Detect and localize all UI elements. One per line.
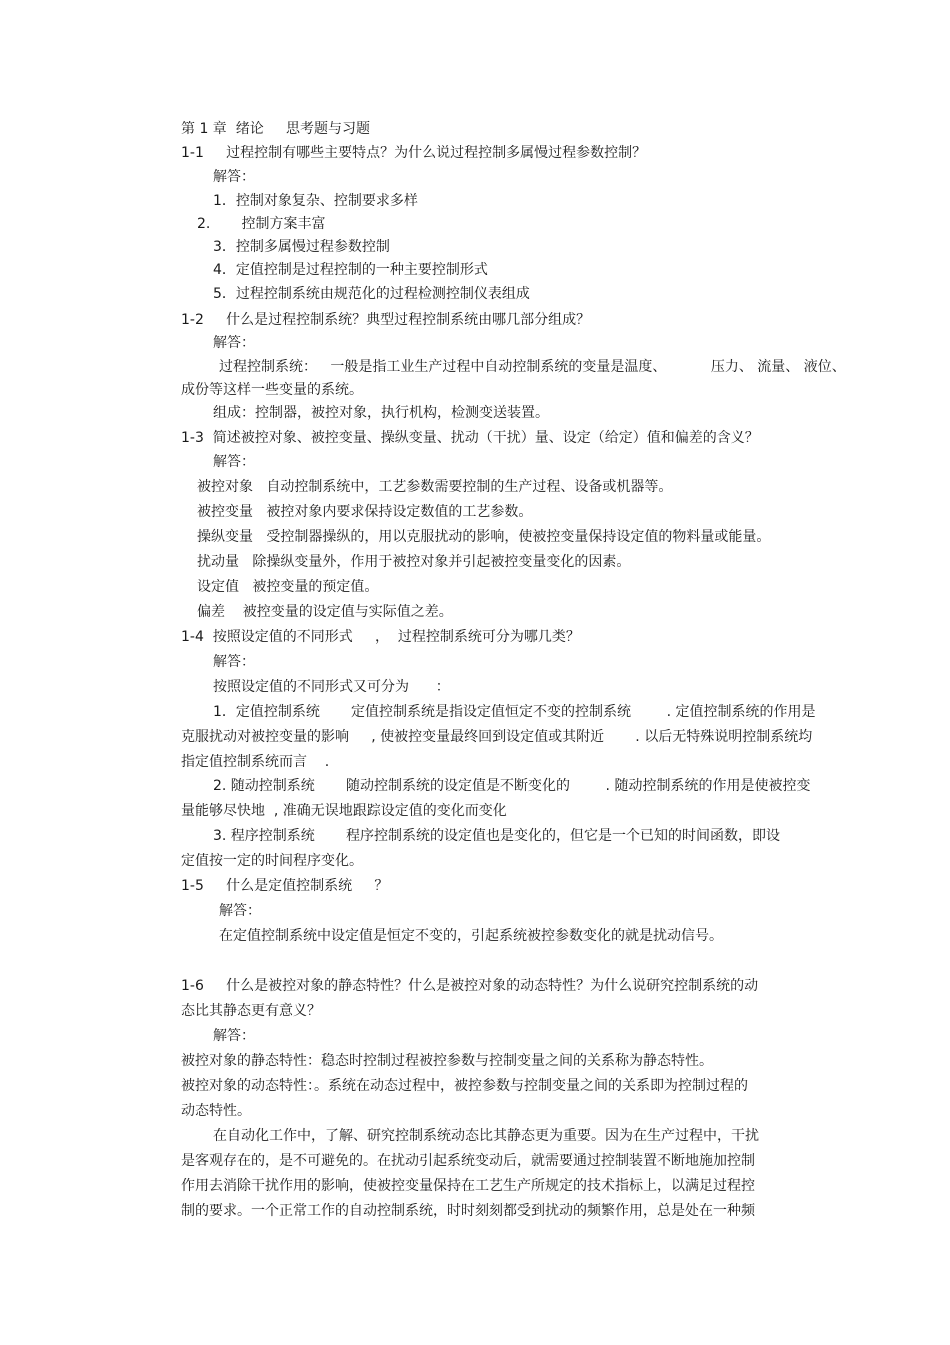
- answer-line: 克服扰动对被控变量的影响 , 使被控变量最终回到设定值或其附近 . 以后无特殊说明控制系统均: [181, 729, 813, 745]
- answer-line: 4．定值控制是过程控制的一种主要控制形式: [213, 262, 488, 278]
- answer-line: 动态特性。: [181, 1103, 251, 1119]
- definition-line: 偏差 被控变量的设定值与实际值之差。: [197, 604, 453, 620]
- answer-line: 作用去消除干扰作用的影响，使被控变量保持在工艺生产所规定的技术指标上，以满足过程控: [181, 1178, 755, 1194]
- definition-line: 被控对象 自动控制系统中，工艺参数需要控制的生产过程、设备或机器等。: [197, 479, 673, 495]
- answer-label: 解答：: [213, 1028, 255, 1044]
- definition-line: 操纵变量 受控制器操纵的，用以克服扰动的影响，使被控变量保持设定值的物料量或能量。: [197, 529, 771, 545]
- answer-line: 被控对象的动态特性：。系统在动态过程中，被控参数与控制变量之间的关系即为控制过程的: [181, 1078, 748, 1094]
- answer-line: 指定值控制系统而言 .: [181, 754, 330, 770]
- answer-label: 解答：: [213, 654, 255, 670]
- answer-line: 5．过程控制系统由规范化的过程检测控制仪表组成: [213, 286, 530, 302]
- answer-label: 解答：: [213, 169, 255, 185]
- answer-line: 成份等这样一些变量的系统。: [181, 382, 363, 398]
- answer-label: 解答：: [213, 335, 255, 351]
- question-1-5: 1-5 什么是定值控制系统 ？: [181, 878, 389, 894]
- answer-line: 在自动化工作中，了解、研究控制系统动态比其静态更为重要。因为在生产过程中，干扰: [213, 1128, 759, 1144]
- answer-line: 在定值控制系统中设定值是恒定不变的，引起系统被控参数变化的就是扰动信号。: [219, 928, 723, 944]
- definition-line: 扰动量 除操纵变量外，作用于被控对象并引起被控变量变化的因素。: [197, 554, 631, 570]
- answer-label: 解答：: [213, 454, 255, 470]
- answer-line: 按照设定值的不同形式又可分为 ：: [213, 679, 450, 695]
- answer-line: 量能够尽快地 , 准确无误地跟踪设定值的变化而变化: [181, 803, 507, 819]
- question-1-6: 1-6 什么是被控对象的静态特性？什么是被控对象的动态特性？为什么说研究控制系统的动: [181, 978, 759, 994]
- definition-line: 设定值 被控变量的预定值。: [197, 579, 379, 595]
- question-1-2: 1-2 什么是过程控制系统？典型过程控制系统由哪几部分组成？: [181, 312, 591, 328]
- answer-line: 组成：控制器，被控对象，执行机构，检测变送装置。: [213, 405, 549, 421]
- answer-line: 定值按一定的时间程序变化。: [181, 853, 363, 869]
- definition-line: 被控变量 被控对象内要求保持设定数值的工艺参数。: [197, 504, 533, 520]
- question-1-3: 1-3 简述被控对象、被控变量、操纵变量、扰动（干扰）量、设定（给定）值和偏差的含义？: [181, 430, 759, 446]
- answer-line: 1．控制对象复杂、控制要求多样: [213, 193, 418, 209]
- answer-label: 解答：: [219, 903, 261, 919]
- answer-line: 被控对象的静态特性：稳态时控制过程被控参数与控制变量之间的关系称为静态特性。: [181, 1053, 713, 1069]
- answer-line: 2. 随动控制系统 随动控制系统的设定值是不断变化的 . 随动控制系统的作用是使被控变: [213, 778, 811, 794]
- answer-line: 3. 程序控制系统 程序控制系统的设定值也是变化的，但它是一个已知的时间函数，即设: [213, 828, 780, 844]
- answer-line: 2. 控制方案丰富: [197, 216, 326, 232]
- question-1-4: 1-4 按照设定值的不同形式 ， 过程控制系统可分为哪几类？: [181, 629, 580, 645]
- answer-line: 制的要求。一个正常工作的自动控制系统，时时刻刻都受到扰动的频繁作用，总是处在一种频: [181, 1203, 755, 1219]
- chapter-title: 第 1 章 绪论 思考题与习题: [181, 121, 370, 137]
- answer-line: 1．定值控制系统 定值控制系统是指设定值恒定不变的控制系统 . 定值控制系统的作用是: [213, 704, 816, 720]
- answer-line: 是客观存在的，是不可避免的。在扰动引起系统变动后，就需要通过控制装置不断地施加控制: [181, 1153, 755, 1169]
- question-1-6-cont: 态比其静态更有意义？: [181, 1003, 321, 1019]
- question-1-1: 1-1 过程控制有哪些主要特点？为什么说过程控制多属慢过程参数控制？: [181, 145, 647, 161]
- answer-line: 过程控制系统： 一般是指工业生产过程中自动控制系统的变量是温度、 压力、 流量、 液位、: [219, 359, 846, 375]
- answer-line: 3．控制多属慢过程参数控制: [213, 239, 390, 255]
